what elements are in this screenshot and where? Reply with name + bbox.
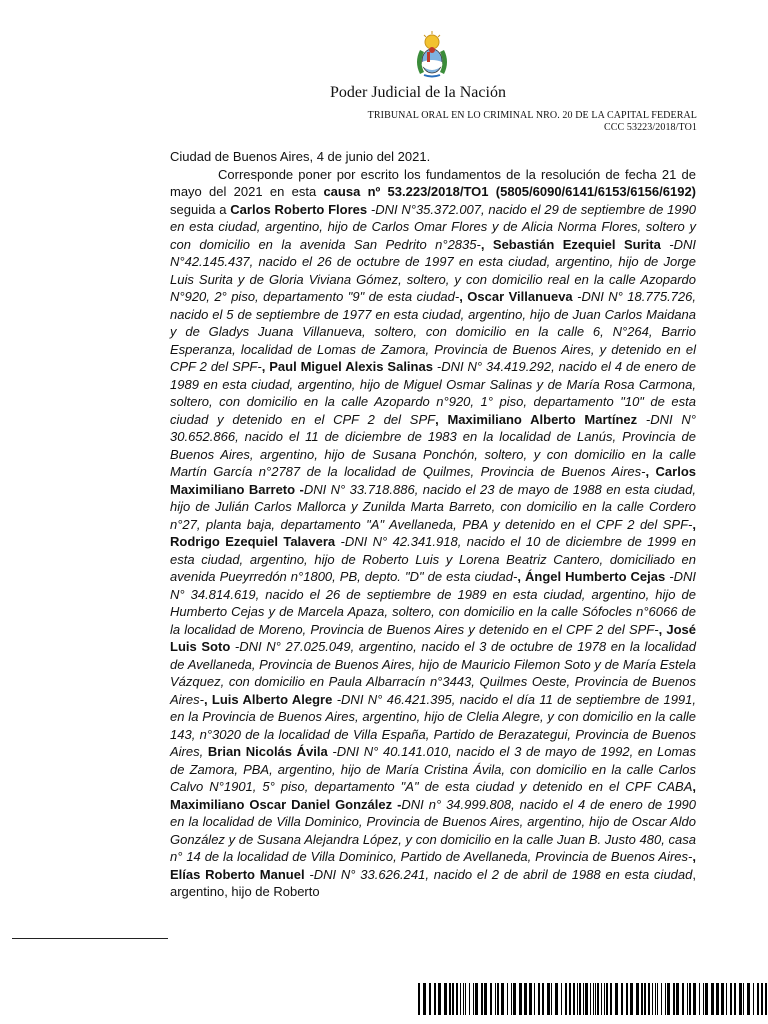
text-segment: -DNI N° 34.814.619, nacido el 26 de septiembre de 1989 en esta ciudad, argentino, hijo de Humberto Cejas y de Marcela Apaza, soltero, con domicilio en la calle Sófocles n°6066 de la localidad de Moreno, Provincia de Buenos Aires y detenido en el CPF 2 del SPF-	[170, 569, 696, 637]
barcode-bar	[597, 983, 599, 1015]
text-segment: , Rodrigo Ezequiel Talavera	[170, 516, 696, 549]
barcode-bar	[743, 983, 744, 1015]
barcode-bar	[657, 983, 658, 1015]
barcode-bar	[524, 983, 527, 1015]
barcode-bar	[555, 983, 558, 1015]
barcode-bar	[551, 983, 552, 1015]
barcode-bar	[481, 983, 483, 1015]
text-segment: Carlos Roberto Flores	[230, 201, 368, 217]
barcode-bar	[734, 983, 736, 1015]
barcode-bar	[585, 983, 588, 1015]
main-paragraph	[170, 166, 696, 901]
barcode-bar	[484, 983, 487, 1015]
text-segment: , Elías Roberto Manuel	[170, 849, 696, 882]
barcode-bar	[726, 983, 727, 1015]
barcode-bar	[703, 983, 704, 1015]
text-segment: -DNI N° 30.652.866, nacido el 11 de diciembre de 1983 en la localidad de Lanús, Provincia de Buenos Aires, argentino, hijo de Susana Ponchón, soltero, y con domicilio en la calle Martín García n°2787 de la localidad de Quilmes, Provincia de Buenos Aires-	[170, 411, 696, 479]
barcode-bar	[604, 983, 605, 1015]
barcode-bar	[561, 983, 562, 1015]
barcode-bar	[475, 983, 478, 1015]
barcode-bar	[765, 983, 767, 1015]
text-segment: , argentino, hijo de Roberto	[170, 866, 696, 899]
barcode-icon	[418, 983, 768, 1015]
barcode-bar	[429, 983, 431, 1015]
court-header	[368, 110, 697, 134]
text-segment: , Maximiliano Alberto Martínez	[435, 411, 638, 427]
text-segment: , Paul Miguel Alexis Salinas	[261, 359, 433, 374]
text-segment: , Oscar Villanueva	[459, 289, 573, 304]
resolution-text	[170, 148, 696, 901]
barcode-bar	[716, 983, 719, 1015]
barcode-bar	[595, 983, 596, 1015]
barcode-bar	[644, 983, 646, 1015]
barcode-bar	[693, 983, 696, 1015]
barcode-bar	[497, 983, 499, 1015]
barcode-bar	[648, 983, 650, 1015]
barcode-bar	[423, 983, 426, 1015]
text-segment: seguida a	[170, 201, 231, 217]
date-line: Ciudad de Buenos Aires, 4 de junio del 2021.	[170, 149, 431, 164]
barcode-bar	[615, 983, 618, 1015]
barcode-bar	[465, 983, 466, 1015]
barcode-bar	[456, 983, 458, 1015]
barcode-bar	[534, 983, 535, 1015]
barcode-bar	[689, 983, 691, 1015]
barcode-bar	[606, 983, 608, 1015]
barcode-bar	[495, 983, 496, 1015]
text-segment: DNI n° 34.999.808, nacido el 4 de enero de 1990 en la localidad de Villa Dominico, Provincia de Buenos Aires, argentino, hijo de Oscar Aldo González y de Susana Alejandra López, y con domicilio en la calle Juan B. Justo 480, casa n° 14 de la localidad de Villa Dominico, Partido de Avellaneda, Provincia de Buenos Aires-	[170, 796, 697, 864]
barcode-bar	[673, 983, 675, 1015]
barcode-bar	[655, 983, 656, 1015]
barcode-bar	[542, 983, 544, 1015]
margin-rule	[12, 938, 168, 939]
barcode-bar	[513, 983, 516, 1015]
barcode-bar	[501, 983, 504, 1015]
barcode-bar	[547, 983, 550, 1015]
text-segment: , Ángel Humberto Cejas	[517, 569, 666, 584]
barcode-bar	[463, 983, 464, 1015]
barcode-bar	[593, 983, 594, 1015]
barcode-bar	[418, 983, 420, 1015]
coat-of-arms-icon	[406, 28, 458, 80]
barcode-bar	[652, 983, 653, 1015]
barcode-bar	[610, 983, 612, 1015]
barcode-bar	[538, 983, 540, 1015]
barcode-bar	[449, 983, 451, 1015]
case-code: CCC 53223/2018/TO1	[603, 122, 697, 133]
barcode-bar	[469, 983, 470, 1015]
barcode-bar	[460, 983, 461, 1015]
text-segment: -DNI N° 40.141.010, nacido el 3 de mayo de 1992, en Lomas de Zamora, PBA, argentino, hijo de María Cristina Ávila, con domicilio en la calle Carlos Calvo N°1901, 5° piso, departamento "A" de esta ciudad y detenido en el CPF CABA	[170, 744, 696, 794]
barcode-bar	[757, 983, 759, 1015]
barcode-bar	[667, 983, 670, 1015]
barcode-bar	[711, 983, 714, 1015]
barcode-bar	[753, 983, 754, 1015]
text-segment: -DNI N°42.145.437, nacido el 26 de octubre de 1997 en esta ciudad, argentino, hijo de Jorge Luis Surita y de Gloria Viviana Gómez, soltero, y con domicilio real en la calle Azopardo N°920, 2° piso, departamento "9" de esta ciudad-	[170, 236, 696, 304]
text-segment: -DNI N° 34.419.292, nacido el 4 de enero de 1989 en esta ciudad, argentino, hijo de Miguel Osmar Salinas y de María Rosa Carmona, soltero, con domicilio en la calle Azopardo n°920, 1° piso, departamento "10" de esta ciudad y detenido en el CPF 2 del SPF	[170, 359, 696, 427]
text-segment: -DNI N° 27.025.049, argentino, nacido el 3 de octubre de 1978 en la localidad de Avellaneda, Provincia de Buenos Aires, hijo de Mauricio Filemon Soto y de María Estela Vázquez, con domicilio en Paula Albarracín n°3443, Quilmes Oeste, Provincia de Buenos Aires-	[170, 639, 696, 707]
barcode-bar	[565, 983, 567, 1015]
barcode-bar	[434, 983, 436, 1015]
barcode-bar	[665, 983, 666, 1015]
barcode-bar	[590, 983, 591, 1015]
text-segment: , Maximiliano Oscar Daniel González -	[170, 779, 696, 812]
barcode-bar	[511, 983, 512, 1015]
court-name: TRIBUNAL ORAL EN LO CRIMINAL NRO. 20 DE LA CAPITAL FEDERAL	[367, 110, 697, 121]
text-segment: -DNI N° 33.626.241, nacido el 2 de abril de 1988 en esta ciudad	[304, 866, 693, 882]
barcode-bar	[682, 983, 684, 1015]
barcode-bar	[621, 983, 623, 1015]
barcode-bar	[636, 983, 639, 1015]
text-segment: -DNI N° 18.775.726, nacido el 5 de septiembre de 1977 en esta ciudad, argentino, hijo de Juan Carlos Maidana y de Gladys Juana Villanueva, soltero, con domicilio en la calle 6, N°264, Barrio Esperanza, localidad de Lomas de Zamora, Provincia de Buenos Aires, y detenido en el CPF 2 del SPF-	[170, 289, 696, 374]
text-segment: -DNI N° 42.341.918, nacido el 10 de diciembre de 1999 en esta ciudad, argentino, hijo de Roberto Luis y Lorena Beatriz Cantero, domiciliado en avenida Pueyrredón n°1800, PB, depto. "D" de esta ciudad-	[170, 534, 696, 584]
barcode-bar	[761, 983, 763, 1015]
barcode-bar	[452, 983, 454, 1015]
barcode-bar	[730, 983, 732, 1015]
barcode-bar	[577, 983, 578, 1015]
barcode-bar	[721, 983, 724, 1015]
barcode-bar	[573, 983, 575, 1015]
barcode-bar	[438, 983, 441, 1015]
text-segment: -DNI N°35.372.007, nacido el 29 de septiembre de 1990 en esta ciudad, argentino, hijo de Carlos Omar Flores y de Alicia Norma Flores, soltero y con domicilio en la avenida San Pedrito n°2835-	[170, 201, 696, 252]
text-segment: , José Luis Soto	[170, 621, 696, 654]
barcode-bar	[676, 983, 679, 1015]
barcode-bar	[630, 983, 633, 1015]
barcode-bar	[699, 983, 700, 1015]
barcode-bar	[687, 983, 688, 1015]
barcode-bar	[507, 983, 508, 1015]
barcode-bar	[705, 983, 708, 1015]
barcode-bar	[579, 983, 581, 1015]
barcode-bar	[626, 983, 628, 1015]
barcode-bar	[601, 983, 602, 1015]
text-segment: , Sebastián Ezequiel Surita	[480, 236, 661, 252]
barcode-bar	[641, 983, 643, 1015]
barcode-bar	[739, 983, 742, 1015]
barcode-bar	[661, 983, 662, 1015]
text-segment: Corresponde poner por escrito los fundamentos de la resolución de fecha 21 de mayo del 2021 en esta	[170, 166, 696, 199]
barcode-bar	[473, 983, 474, 1015]
barcode-bar	[529, 983, 532, 1015]
page-title: Poder Judicial de la Nación	[330, 84, 506, 101]
text-segment: , Carlos Maximiliano Barreto -	[170, 464, 696, 497]
barcode-bar	[444, 983, 447, 1015]
text-segment: Brian Nicolás Ávila	[203, 744, 328, 759]
barcode-bar	[519, 983, 522, 1015]
barcode-bar	[490, 983, 492, 1015]
text-segment: -DNI N° 46.421.395, nacido el día 11 de septiembre de 1991, en la Provincia de Buenos Aires, argentino, hijo de Clelia Alegre, y con domicilio en la calle 143, n°3020 de la localidad de Villa España, Partido de Berazategui, Provincia de Buenos Aires,	[170, 691, 696, 759]
barcode-bar	[747, 983, 750, 1015]
text-segment: , Luis Alberto Alegre	[203, 691, 333, 707]
text-segment: DNI N° 33.718.886, nacido el 23 de mayo de 1988 en esta ciudad, hijo de Julián Carlos Mallorca y Zunilda Marta Barreto, con domicilio en la calle Cordero n°27, planta baja, departamento "A" Avellaneda, PBA y detenido en el CPF 2 del SPF-	[170, 481, 696, 532]
barcode-bar	[583, 983, 584, 1015]
barcode-bar	[569, 983, 571, 1015]
text-segment: causa nº 53.223/2018/TO1 (5805/6090/6141/6153/6156/6192)	[323, 184, 697, 199]
